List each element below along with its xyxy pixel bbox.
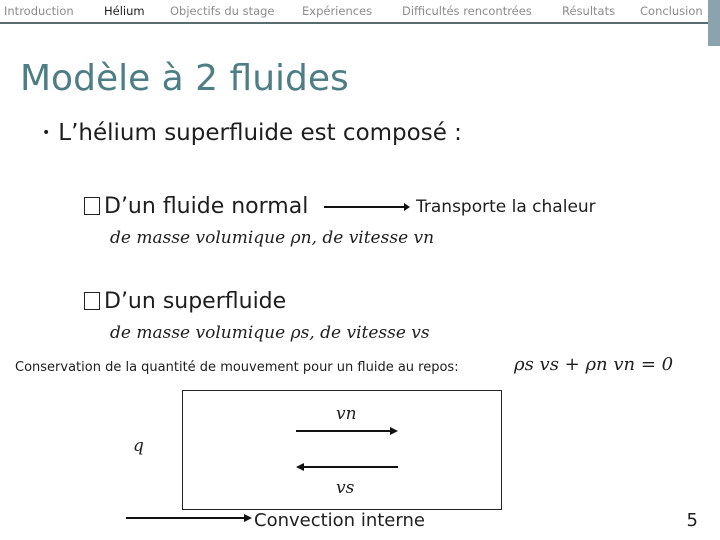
slide-title: Modèle à 2 fluides — [20, 58, 349, 99]
nav-divider — [0, 22, 720, 24]
superfluid-label — [84, 289, 286, 314]
nav-item-helium[interactable]: Hélium — [104, 4, 145, 18]
nav-item-introduction[interactable]: Introduction — [4, 4, 74, 18]
nav-item-resultats[interactable]: Résultats — [562, 4, 616, 18]
checkbox-glyph-icon — [84, 197, 100, 215]
heat-flux-label: q — [133, 436, 144, 456]
normal-fluid-properties: de masse volumique ρn, de vitesse vn — [110, 228, 435, 248]
normal-velocity-arrow-icon — [296, 424, 398, 438]
superfluid-text: D’un superfluide — [104, 289, 287, 314]
normal-fluid-label — [84, 194, 308, 219]
normal-fluid-text: D’un fluide normal — [104, 194, 309, 219]
conservation-equation: ρs vs + ρn vn = 0 — [514, 354, 674, 375]
normal-velocity-label: vn — [336, 404, 357, 424]
convection-caption: Convection interne — [254, 510, 425, 531]
convection-arrow-icon — [126, 511, 252, 525]
conservation-text: Conservation de la quantité de mouvement pour un fluide au repos: — [15, 360, 459, 375]
super-velocity-label: vs — [336, 478, 355, 498]
super-velocity-arrow-icon — [296, 460, 398, 474]
main-bullet-text: L’hélium superfluide est composé : — [58, 120, 462, 146]
normal-fluid-role: Transporte la chaleur — [416, 197, 596, 217]
bullet-dot-icon: • — [42, 125, 51, 141]
nav-item-objectifs[interactable]: Objectifs du stage — [170, 4, 275, 18]
nav-item-conclusion[interactable]: Conclusion — [640, 4, 703, 18]
nav-item-experiences[interactable]: Expériences — [302, 4, 373, 18]
page-number: 5 — [686, 510, 698, 531]
checkbox-glyph-icon — [84, 292, 100, 310]
nav-right-accent — [708, 0, 720, 46]
main-bullet — [42, 120, 462, 146]
normal-fluid-arrow-icon — [324, 200, 410, 214]
nav-item-difficultes[interactable]: Difficultés rencontrées — [402, 4, 532, 18]
superfluid-properties: de masse volumique ρs, de vitesse vs — [110, 323, 430, 343]
